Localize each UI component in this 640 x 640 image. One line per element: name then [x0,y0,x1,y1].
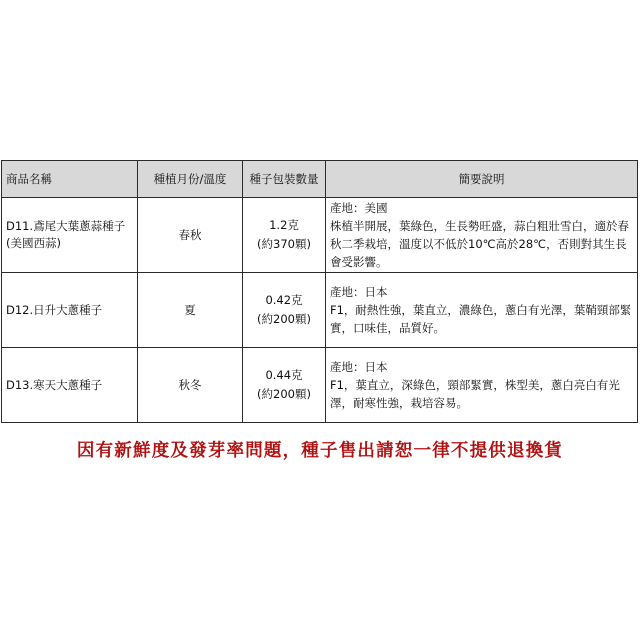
planting-season: 夏 [138,273,243,348]
origin-text: 產地：美國 [330,201,388,215]
seed-count: (約370顆) [257,237,311,251]
description-cell [326,348,638,423]
product-name: D11.鳶尾大葉蔥蒜種子 [6,219,126,233]
table-row [2,348,638,423]
description-cell [326,198,638,273]
no-return-notice: 因有新鮮度及發芽率問題，種子售出請恕一律不提供退換貨 [76,441,564,461]
detail-text: F1，葉直立，深綠色，頸部緊實，株型美，蔥白亮白有光澤，耐寒性強，栽培容易。 [330,378,620,410]
package-quantity-cell [243,348,326,423]
header-product-name: 商品名稱 [2,161,138,198]
seed-count: (約200顆) [257,312,311,326]
product-name: D12.日升大蔥種子 [6,302,103,317]
header-planting-season: 種植月份/溫度 [138,161,243,198]
table-row [2,273,638,348]
header-description: 簡要說明 [326,161,638,198]
description-cell [326,273,638,348]
product-name-cell [2,198,138,273]
origin-text: 產地：日本 [330,285,388,299]
planting-season: 秋冬 [138,348,243,423]
product-name-sub: (美國西蒜) [6,236,61,250]
origin-text: 產地：日本 [330,360,388,374]
package-weight: 1.2克 [269,218,299,232]
detail-text: F1，耐熱性強，葉直立，濃綠色，蔥白有光澤，葉鞘頸部緊實，口味佳，品質好。 [330,303,632,335]
package-weight: 0.42克 [265,293,303,307]
product-name: D13.寒天大蔥種子 [6,377,103,392]
product-name-cell [2,273,138,348]
header-package-quantity: 種子包裝數量 [243,161,326,198]
product-name-cell [2,348,138,423]
package-quantity-cell [243,273,326,348]
table-header-row [2,161,638,198]
table-row [2,198,638,273]
seed-product-table [1,160,638,423]
seed-count: (約200顆) [257,387,311,401]
package-weight: 0.44克 [265,368,303,382]
detail-text: 株植半開展，葉綠色，生長勢旺盛，蒜白粗壯雪白，適於春秋二季栽培，溫度以不低於10℃高於28℃，否則對其生長會受影響。 [330,219,629,269]
package-quantity-cell [243,198,326,273]
planting-season: 春秋 [138,198,243,273]
